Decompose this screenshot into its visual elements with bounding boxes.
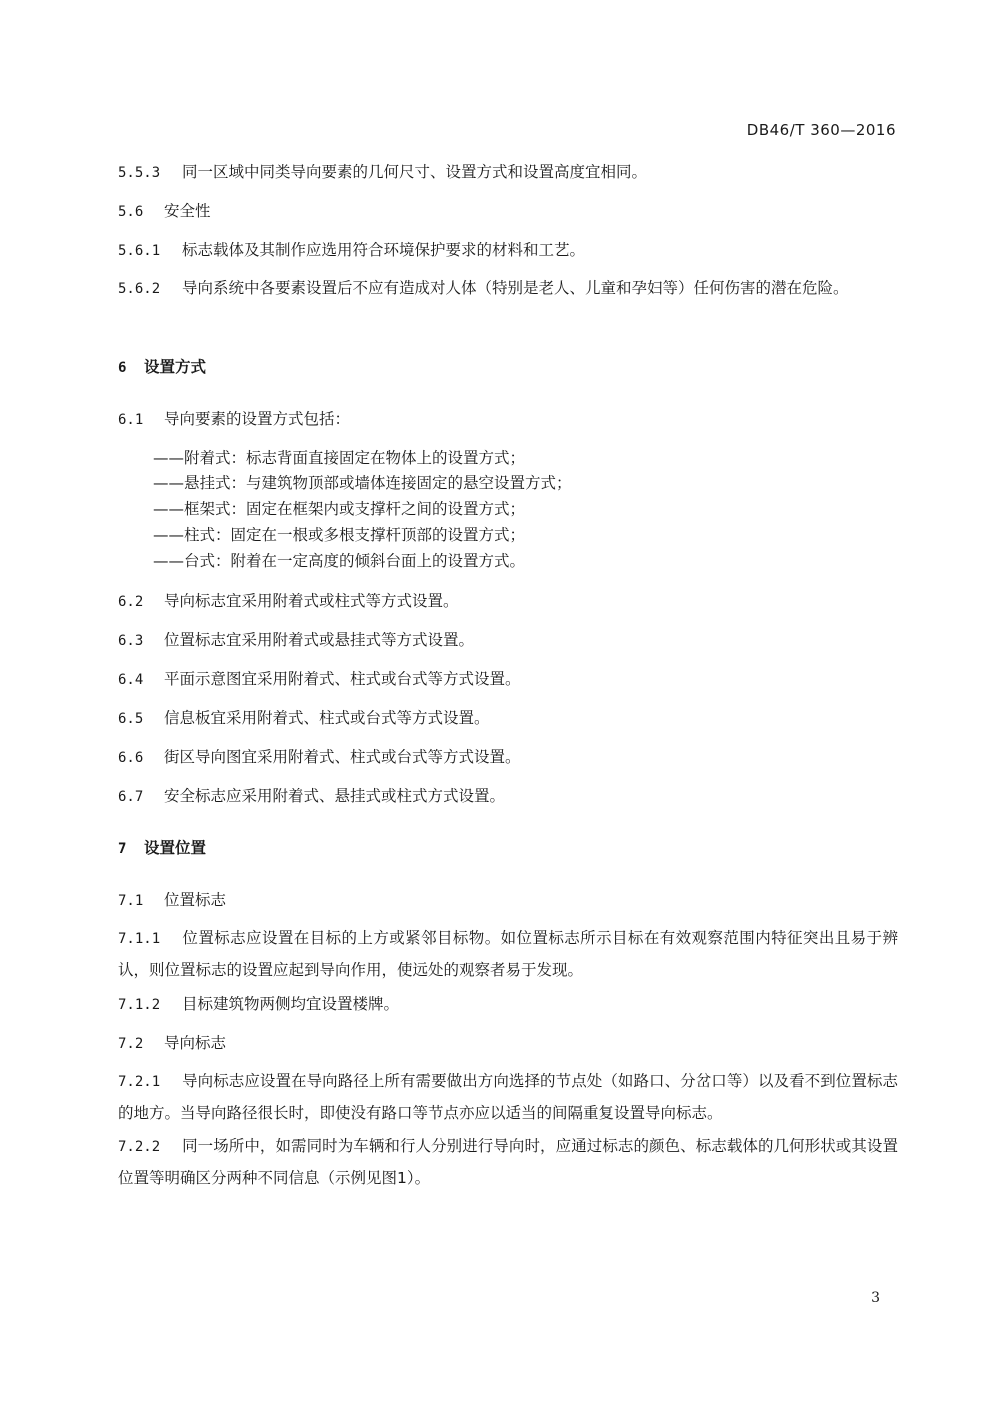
section-5-6 xyxy=(118,200,211,223)
clause-number: 6.5 xyxy=(118,711,144,727)
clause-number: 7.2.1 xyxy=(118,1074,161,1090)
clause-text: 同一场所中，如需同时为车辆和行人分别进行导向时，应通过标志的颜色、标志载体的几何形状或其设置位置等明确区分两种不同信息（示例见图1）。 xyxy=(118,1137,898,1187)
clause-6-7 xyxy=(118,785,505,808)
page-number: 3 xyxy=(871,1290,880,1306)
chapter-number: 7 xyxy=(118,841,127,857)
clause-text: 同一区域中同类导向要素的几何尺寸、设置方式和设置高度宜相同。 xyxy=(182,163,648,181)
clause-text: 导向要素的设置方式包括： xyxy=(164,410,351,428)
chapter-title: 设置位置 xyxy=(144,839,207,857)
clause-6-5 xyxy=(118,707,490,730)
section-7-1 xyxy=(118,889,226,912)
clause-5-6-1 xyxy=(118,239,585,262)
clause-number: 7.1.1 xyxy=(118,931,161,947)
clause-7-2-2 xyxy=(118,1131,898,1194)
clause-text: 导向系统中各要素设置后不应有造成对人体（特别是老人、儿童和孕妇等）任何伤害的潜在危险。 xyxy=(182,279,849,297)
document-code: DB46/T 360—2016 xyxy=(746,121,896,139)
dash-item: ——柱式：固定在一根或多根支撑杆顶部的设置方式； xyxy=(153,526,526,544)
clause-5-5-3 xyxy=(118,161,647,184)
clause-text: 导向标志应设置在导向路径上所有需要做出方向选择的节点处（如路口、分岔口等）以及看不到位置标志的地方。当导向路径很长时，即使没有路口等节点亦应以适当的间隔重复设置导向标志。 xyxy=(118,1072,898,1122)
clause-text: 街区导向图宜采用附着式、柱式或台式等方式设置。 xyxy=(164,748,521,766)
dash-item: ——悬挂式：与建筑物顶部或墙体连接固定的悬空设置方式； xyxy=(153,474,572,492)
clause-text: 位置标志宜采用附着式或悬挂式等方式设置。 xyxy=(164,631,475,649)
section-number: 7.1 xyxy=(118,893,144,909)
clause-6-3 xyxy=(118,629,474,652)
clause-6-1 xyxy=(118,408,350,431)
clause-number: 6.1 xyxy=(118,412,144,428)
clause-text: 标志载体及其制作应选用符合环境保护要求的材料和工艺。 xyxy=(182,241,586,259)
clause-number: 5.6.2 xyxy=(118,281,161,297)
chapter-7-heading xyxy=(118,837,206,860)
clause-number: 5.6.1 xyxy=(118,243,161,259)
clause-number: 6.2 xyxy=(118,594,144,610)
clause-6-2 xyxy=(118,590,459,613)
chapter-6-heading xyxy=(118,356,206,379)
clause-number: 7.1.2 xyxy=(118,997,161,1013)
chapter-number: 6 xyxy=(118,360,127,376)
clause-7-1-2 xyxy=(118,993,399,1016)
clause-text: 目标建筑物两侧均宜设置楼牌。 xyxy=(182,995,400,1013)
clause-number: 7.2.2 xyxy=(118,1139,161,1155)
clause-text: 安全标志应采用附着式、悬挂式或柱式方式设置。 xyxy=(164,787,506,805)
dash-item: ——台式：附着在一定高度的倾斜台面上的设置方式。 xyxy=(153,552,526,570)
section-number: 5.6 xyxy=(118,204,144,220)
clause-6-6 xyxy=(118,746,521,769)
section-title: 安全性 xyxy=(164,202,211,220)
clause-6-4 xyxy=(118,668,521,691)
clause-7-2-1 xyxy=(118,1066,898,1129)
clause-number: 6.7 xyxy=(118,789,144,805)
dash-item: ——框架式：固定在框架内或支撑杆之间的设置方式； xyxy=(153,500,526,518)
section-7-2 xyxy=(118,1032,226,1055)
clause-number: 6.3 xyxy=(118,633,144,649)
clause-number: 6.6 xyxy=(118,750,144,766)
clause-number: 5.5.3 xyxy=(118,165,161,181)
dash-item: ——附着式：标志背面直接固定在物体上的设置方式； xyxy=(153,449,526,467)
clause-text: 导向标志宜采用附着式或柱式等方式设置。 xyxy=(164,592,459,610)
section-title: 位置标志 xyxy=(164,891,227,909)
section-number: 7.2 xyxy=(118,1036,144,1052)
chapter-title: 设置方式 xyxy=(144,358,207,376)
section-title: 导向标志 xyxy=(164,1034,227,1052)
clause-number: 6.4 xyxy=(118,672,144,688)
clause-text: 信息板宜采用附着式、柱式或台式等方式设置。 xyxy=(164,709,490,727)
clause-text: 位置标志应设置在目标的上方或紧邻目标物。如位置标志所示目标在有效观察范围内特征突出且易于辨认，则位置标志的设置应起到导向作用，使远处的观察者易于发现。 xyxy=(118,929,898,979)
clause-5-6-2 xyxy=(118,273,898,305)
clause-7-1-1 xyxy=(118,923,898,986)
clause-text: 平面示意图宜采用附着式、柱式或台式等方式设置。 xyxy=(164,670,521,688)
